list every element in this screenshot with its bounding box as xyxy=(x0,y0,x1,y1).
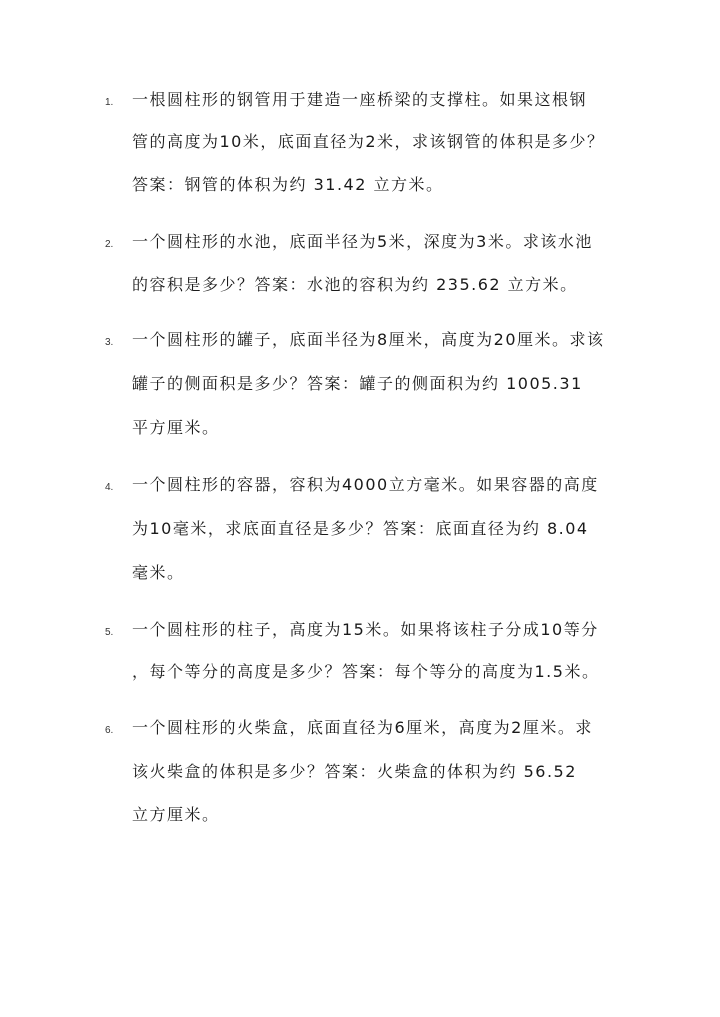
question-line: 答案：钢管的体积为约 31.42 立方米。 xyxy=(132,175,444,194)
question-number: 6. xyxy=(105,725,114,736)
question-number: 5. xyxy=(105,627,114,638)
question-line: 为10毫米，求底面直径是多少？答案：底面直径为约 8.04 xyxy=(132,519,589,538)
question-number: 4. xyxy=(105,482,114,493)
question-line: 一根圆柱形的钢管用于建造一座桥梁的支撑柱。如果这根钢 xyxy=(132,90,588,109)
question-number: 1. xyxy=(105,97,114,108)
question-line: 平方厘米。 xyxy=(132,418,220,437)
question-line: ，每个等分的高度是多少？答案：每个等分的高度为1.5米。 xyxy=(132,662,600,681)
question-line: 罐子的侧面积是多少？答案：罐子的侧面积为约 1005.31 xyxy=(132,374,583,393)
question-line: 毫米。 xyxy=(132,563,185,582)
question-line: 该火柴盒的体积是多少？答案：火柴盒的体积为约 56.52 xyxy=(132,762,577,781)
question-line: 一个圆柱形的容器，容积为4000立方毫米。如果容器的高度 xyxy=(132,475,599,494)
question-line: 一个圆柱形的罐子，底面半径为8厘米，高度为20厘米。求该 xyxy=(132,330,605,349)
question-line: 管的高度为10米，底面直径为2米，求该钢管的体积是多少？ xyxy=(132,132,605,151)
question-line: 立方厘米。 xyxy=(132,805,220,824)
question-line: 一个圆柱形的水池，底面半径为5米，深度为3米。求该水池 xyxy=(132,232,593,251)
question-line: 一个圆柱形的火柴盒，底面直径为6厘米，高度为2厘米。求 xyxy=(132,718,593,737)
question-line: 的容积是多少？答案：水池的容积为约 235.62 立方米。 xyxy=(132,275,578,294)
question-line: 一个圆柱形的柱子，高度为15米。如果将该柱子分成10等分 xyxy=(132,620,599,639)
question-number: 2. xyxy=(105,239,114,250)
question-number: 3. xyxy=(105,337,114,348)
